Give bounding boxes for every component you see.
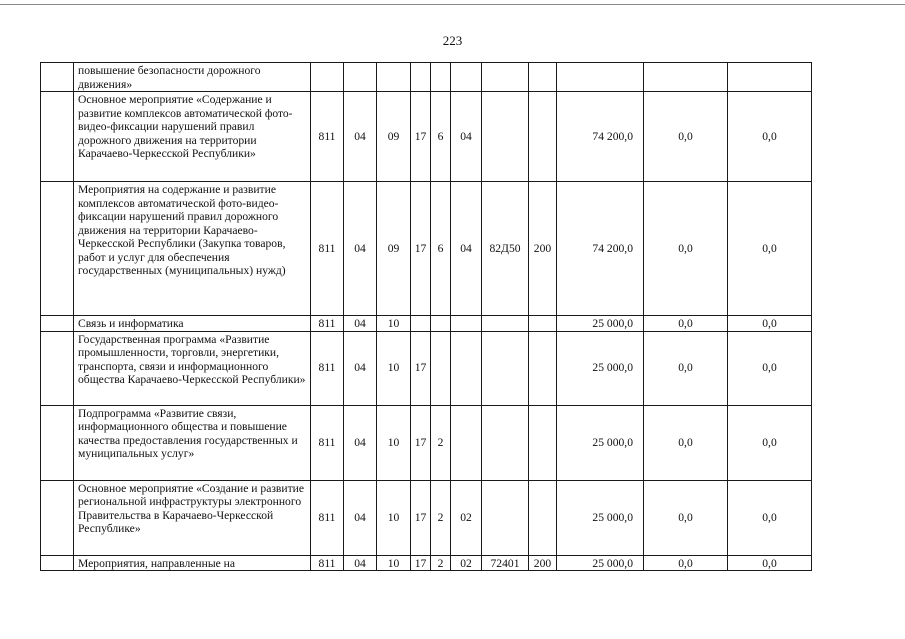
program-code-cell: 17 <box>411 480 431 555</box>
amount-year2-cell <box>644 63 728 92</box>
row-name-cell: Государственная программа «Развитие промышленности, торговли, энергетики, транспорта, связи и информационного общества Карачаево-Черкесской Республики» <box>74 331 311 405</box>
program-code-cell <box>411 63 431 92</box>
row-number-cell <box>41 405 74 480</box>
direction-code-cell <box>482 63 529 92</box>
row-name-cell: Связь и информатика <box>74 316 311 332</box>
section-code-cell: 04 <box>344 480 377 555</box>
table-row <box>41 331 812 405</box>
row-name-cell: Подпрограмма «Развитие связи, информационного общества и повышение качества предоставления государственных и муниципальных услуг» <box>74 405 311 480</box>
program-code-cell <box>411 316 431 332</box>
program-code-cell: 17 <box>411 405 431 480</box>
amount-year2-cell: 0,0 <box>644 92 728 182</box>
page-top-rule <box>0 4 905 5</box>
amount-year1-cell: 25 000,0 <box>557 405 644 480</box>
direction-code-cell: 72401 <box>482 555 529 571</box>
subsection-code-cell: 10 <box>377 480 411 555</box>
row-number-cell <box>41 480 74 555</box>
activity-code-cell <box>451 331 482 405</box>
budget-table <box>40 62 812 571</box>
row-name-cell: повышение безопасности дорожного движения» <box>74 63 311 92</box>
row-number-cell <box>41 92 74 182</box>
row-number-cell <box>41 331 74 405</box>
subsection-code-cell: 10 <box>377 555 411 571</box>
expense-type-cell <box>529 331 557 405</box>
row-name-cell: Мероприятия, направленные на <box>74 555 311 571</box>
row-name-cell: Основное мероприятие «Создание и развитие региональной инфраструктуры электронного Правительства в Карачаево-Черкесской Республике» <box>74 480 311 555</box>
table-row <box>41 92 812 182</box>
amount-year1-cell: 25 000,0 <box>557 316 644 332</box>
amount-year1-cell: 74 200,0 <box>557 182 644 316</box>
subprogram-code-cell: 2 <box>431 405 451 480</box>
table-row <box>41 405 812 480</box>
direction-code-cell <box>482 331 529 405</box>
subprogram-code-cell <box>431 63 451 92</box>
subsection-code-cell <box>377 63 411 92</box>
amount-year1-cell: 74 200,0 <box>557 92 644 182</box>
row-name-cell: Основное мероприятие «Содержание и развитие комплексов автоматической фото-видео-фиксации нарушений правил дорожного движения на территории Карачаево-Черкесской Республики» <box>74 92 311 182</box>
amount-year2-cell: 0,0 <box>644 480 728 555</box>
direction-code-cell: 82Д50 <box>482 182 529 316</box>
amount-year2-cell: 0,0 <box>644 182 728 316</box>
subprogram-code-cell: 6 <box>431 182 451 316</box>
amount-year2-cell: 0,0 <box>644 555 728 571</box>
expense-type-cell: 200 <box>529 555 557 571</box>
expense-type-cell <box>529 405 557 480</box>
ministry-code-cell: 811 <box>311 480 344 555</box>
amount-year3-cell: 0,0 <box>728 480 812 555</box>
expense-type-cell: 200 <box>529 182 557 316</box>
amount-year2-cell: 0,0 <box>644 331 728 405</box>
section-code-cell: 04 <box>344 182 377 316</box>
row-number-cell <box>41 63 74 92</box>
expense-type-cell <box>529 92 557 182</box>
amount-year3-cell <box>728 63 812 92</box>
row-number-cell <box>41 182 74 316</box>
amount-year1-cell <box>557 63 644 92</box>
subsection-code-cell: 10 <box>377 405 411 480</box>
program-code-cell: 17 <box>411 555 431 571</box>
program-code-cell: 17 <box>411 331 431 405</box>
amount-year3-cell: 0,0 <box>728 316 812 332</box>
section-code-cell: 04 <box>344 316 377 332</box>
amount-year2-cell: 0,0 <box>644 405 728 480</box>
activity-code-cell <box>451 405 482 480</box>
row-name-cell: Мероприятия на содержание и развитие комплексов автоматической фото-видео-фиксации нарушений правил дорожного движения на территории Карачаево-Черкесской Республики (Закупка товаров, работ и услуг для обеспечения государственных (муниципальных) нужд) <box>74 182 311 316</box>
subsection-code-cell: 10 <box>377 316 411 332</box>
ministry-code-cell: 811 <box>311 316 344 332</box>
section-code-cell: 04 <box>344 405 377 480</box>
program-code-cell: 17 <box>411 182 431 316</box>
expense-type-cell <box>529 480 557 555</box>
subprogram-code-cell: 2 <box>431 480 451 555</box>
subsection-code-cell: 10 <box>377 331 411 405</box>
direction-code-cell <box>482 92 529 182</box>
expense-type-cell <box>529 63 557 92</box>
amount-year3-cell: 0,0 <box>728 331 812 405</box>
table-row <box>41 182 812 316</box>
amount-year3-cell: 0,0 <box>728 555 812 571</box>
amount-year1-cell: 25 000,0 <box>557 555 644 571</box>
section-code-cell: 04 <box>344 92 377 182</box>
ministry-code-cell: 811 <box>311 405 344 480</box>
table-row <box>41 63 812 92</box>
ministry-code-cell: 811 <box>311 182 344 316</box>
amount-year3-cell: 0,0 <box>728 182 812 316</box>
activity-code-cell: 02 <box>451 555 482 571</box>
direction-code-cell <box>482 405 529 480</box>
amount-year3-cell: 0,0 <box>728 405 812 480</box>
activity-code-cell: 04 <box>451 92 482 182</box>
amount-year1-cell: 25 000,0 <box>557 331 644 405</box>
section-code-cell <box>344 63 377 92</box>
amount-year1-cell: 25 000,0 <box>557 480 644 555</box>
amount-year3-cell: 0,0 <box>728 92 812 182</box>
subprogram-code-cell <box>431 331 451 405</box>
ministry-code-cell <box>311 63 344 92</box>
row-number-cell <box>41 555 74 571</box>
subsection-code-cell: 09 <box>377 182 411 316</box>
section-code-cell: 04 <box>344 555 377 571</box>
activity-code-cell <box>451 316 482 332</box>
subsection-code-cell: 09 <box>377 92 411 182</box>
subprogram-code-cell: 2 <box>431 555 451 571</box>
table-row <box>41 316 812 332</box>
table-row <box>41 555 812 571</box>
expense-type-cell <box>529 316 557 332</box>
section-code-cell: 04 <box>344 331 377 405</box>
activity-code-cell <box>451 63 482 92</box>
row-number-cell <box>41 316 74 332</box>
ministry-code-cell: 811 <box>311 331 344 405</box>
activity-code-cell: 04 <box>451 182 482 316</box>
page-number: 223 <box>442 33 463 48</box>
direction-code-cell <box>482 316 529 332</box>
direction-code-cell <box>482 480 529 555</box>
subprogram-code-cell: 6 <box>431 92 451 182</box>
ministry-code-cell: 811 <box>311 92 344 182</box>
amount-year2-cell: 0,0 <box>644 316 728 332</box>
ministry-code-cell: 811 <box>311 555 344 571</box>
table-row <box>41 480 812 555</box>
activity-code-cell: 02 <box>451 480 482 555</box>
program-code-cell: 17 <box>411 92 431 182</box>
subprogram-code-cell <box>431 316 451 332</box>
